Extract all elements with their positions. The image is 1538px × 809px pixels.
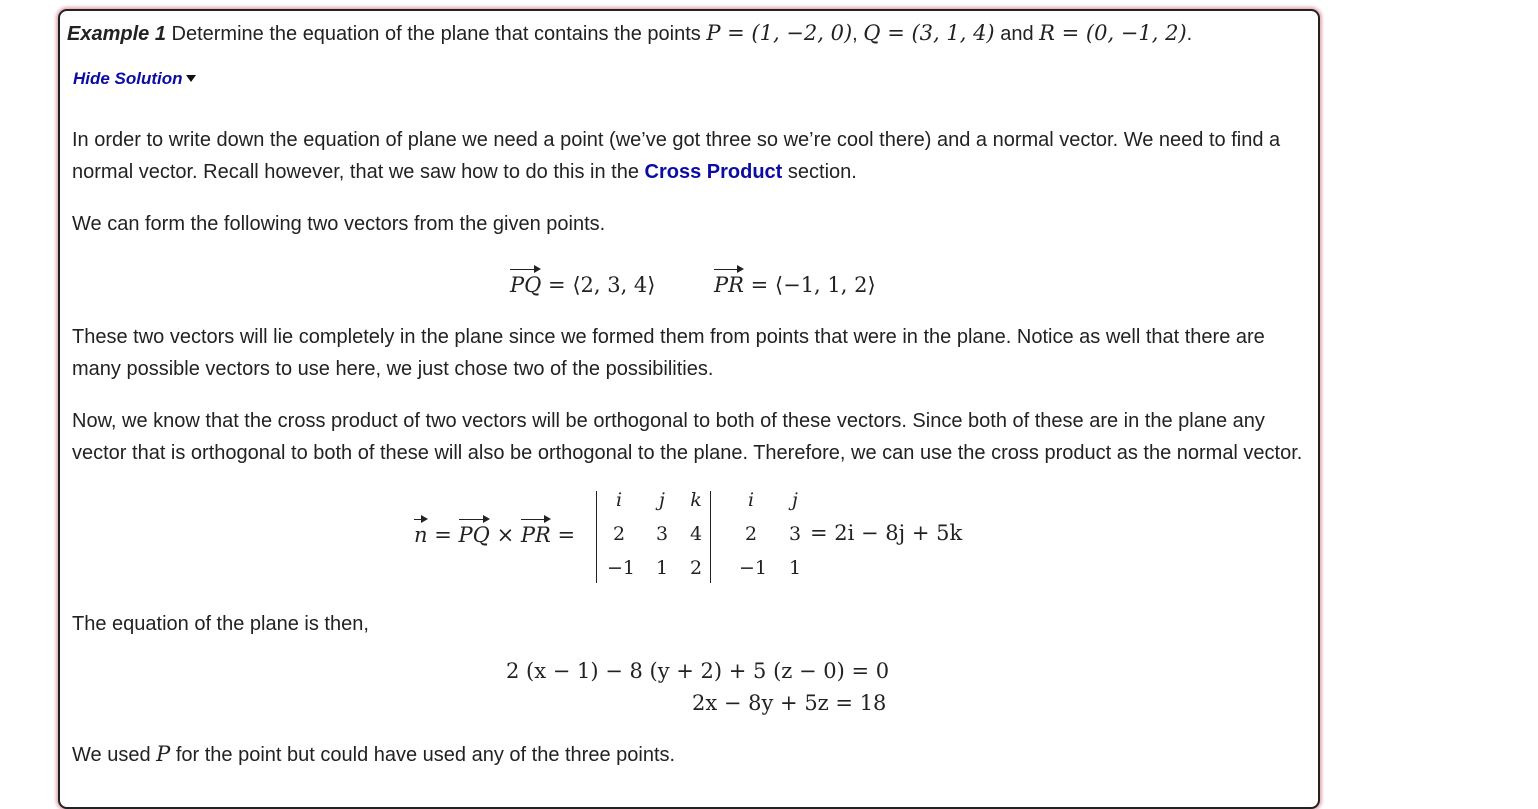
determinant-left-bar (596, 491, 597, 583)
matrix-cell: k (690, 489, 702, 511)
matrix-cell: j (659, 489, 665, 511)
point-r: R = (0, −1, 2) (1039, 21, 1187, 45)
matrix-cell: 4 (689, 523, 703, 545)
cross-pr-symbol: PR (521, 515, 551, 547)
point-p-var: P (156, 742, 171, 766)
augment-cell: 1 (788, 557, 802, 579)
determinant-matrix (594, 489, 974, 589)
vector-pq-symbol: PQ (510, 265, 541, 297)
solution-paragraph-4: Now, we know that the cross product of two vectors will be orthogonal to both of these vectors. Since both of these are in the plane any vector that is orthogonal to both of these will also be orthogonal to the plane. Therefore, we can use the cross product as the normal vector. (72, 410, 1303, 464)
plane-equation-final: 2x − 8y + 5z = 18 (692, 691, 887, 715)
augment-cell: −1 (738, 557, 767, 579)
vector-pr-value: = ⟨−1, 1, 2⟩ (750, 273, 876, 297)
augment-cell: j (792, 489, 798, 511)
normal-vector-symbol: n (414, 515, 428, 547)
example-label: Example 1 (67, 23, 166, 45)
vector-pq-equation (510, 265, 656, 297)
matrix-cell: 3 (655, 523, 669, 545)
cross-product-result: = 2i − 8j + 5k (810, 521, 963, 545)
matrix-cell: i (615, 489, 623, 511)
solution-paragraph-3: These two vectors will lie completely in the plane since we formed them from points that were in the plane. Notice as well that there are many possible vectors to use here, we just chose two of the possibilities. (72, 326, 1265, 380)
augment-cell: i (747, 489, 755, 511)
vector-pq-value: = ⟨2, 3, 4⟩ (548, 273, 656, 297)
prompt-and: and (1000, 23, 1034, 45)
prompt-text: Determine the equation of the plane that contains the points (171, 23, 701, 45)
hide-solution-toggle[interactable] (73, 69, 196, 89)
matrix-cell: 2 (612, 523, 626, 545)
example-box (58, 9, 1320, 809)
point-p: P = (1, −2, 0) (706, 21, 853, 45)
caret-down-icon (186, 75, 196, 82)
plane-equation-expanded: 2 (x − 1) − 8 (y + 2) + 5 (z − 0) = 0 (506, 659, 890, 683)
solution-paragraph-6 (72, 738, 1312, 771)
equals-sign-2: = (557, 523, 576, 547)
equals-sign: = (434, 523, 452, 547)
solution-paragraph-1 (72, 124, 1312, 188)
vector-pr-equation (714, 265, 876, 297)
cross-pq-symbol: PQ (459, 515, 490, 547)
matrix-cell: −1 (606, 557, 635, 579)
matrix-cell: 2 (689, 557, 703, 579)
example-prompt: Example 1 Determine the equation of the plane that contains the points P = (1, −2, 0), Q = (3, 1, 4) and R = (0, −1, 2). (67, 21, 1193, 45)
solution-paragraph-5: The equation of the plane is then, (72, 613, 369, 635)
cross-product-lhs (414, 515, 575, 547)
times-sign: × (496, 523, 515, 547)
augment-cell: 2 (744, 523, 758, 545)
matrix-cell: 1 (655, 557, 669, 579)
solution-paragraph-2: We can form the following two vectors from the given points. (72, 213, 606, 235)
p1-text-end: section. (787, 161, 857, 183)
cross-product-link[interactable]: Cross Product (644, 161, 783, 183)
vector-pr-symbol: PR (714, 265, 744, 297)
hide-solution-label: Hide Solution (73, 69, 183, 88)
p6-text-end: for the point but could have used any of the three points. (175, 744, 676, 766)
augment-cell: 3 (788, 523, 802, 545)
p1-text: In order to write down the equation of plane we need a point (we’ve got three so we’re cool there) and a normal vector. We need to find a normal vector. Recall however, that we saw how to do this in the (72, 129, 1281, 183)
point-q: Q = (3, 1, 4) (863, 21, 995, 45)
p6-text: We used (72, 744, 151, 766)
